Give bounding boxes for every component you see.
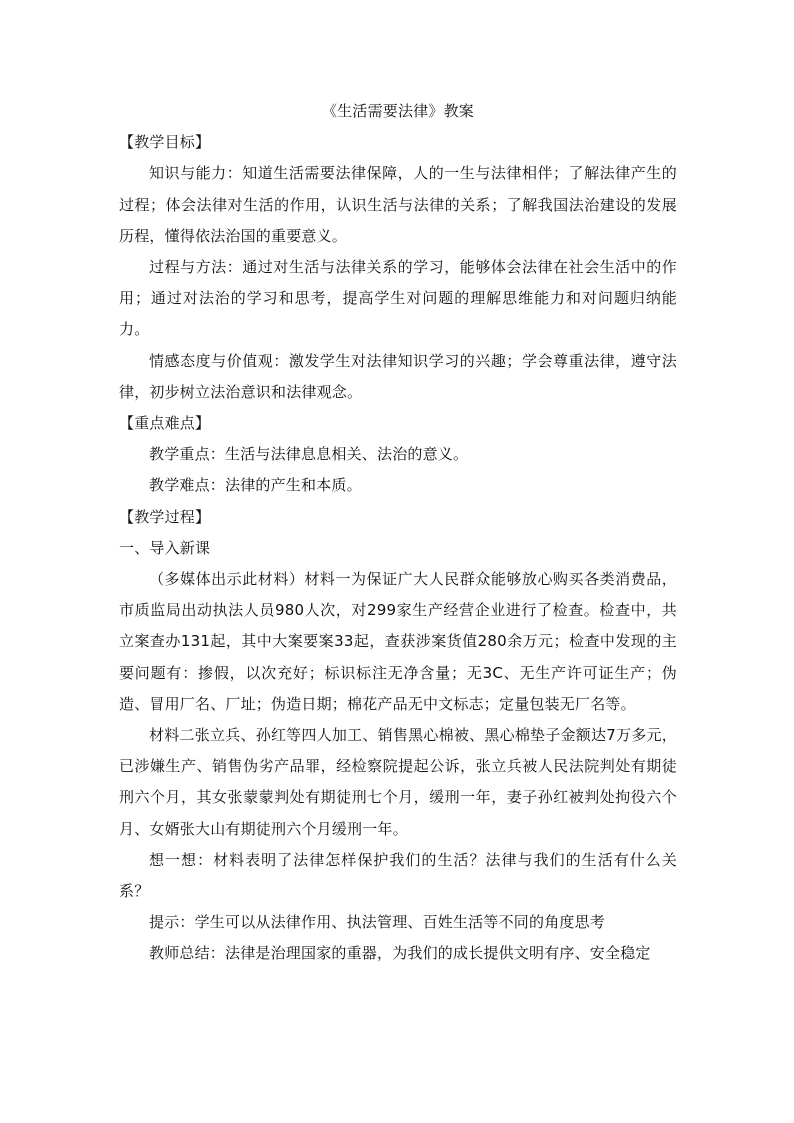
objectives-heading: 【教学目标】 — [119, 133, 211, 152]
key-points-heading: 【重点难点】 — [119, 414, 211, 433]
page-title: 《生活需要法律》教案 — [321, 102, 474, 120]
objective-attitude-values: 情感态度与价值观：激发学生对法律知识学习的兴趣；学会尊重法律，遵守法律，初步树立法治意识和法律观念。 — [119, 351, 677, 401]
objective-knowledge-ability: 知识与能力：知道生活需要法律保障，人的一生与法律相伴；了解法律产生的过程；体会法律对生活的作用，认识生活与法律的关系；了解我国法治建设的发展历程，懂得依法治国的重要意义。 — [119, 164, 677, 245]
hint-paragraph: 提示：学生可以从法律作用、执法管理、百姓生活等不同的角度思考 — [149, 913, 606, 932]
process-subheading: 一、导入新课 — [119, 538, 211, 557]
material-two-paragraph: 材料二张立兵、孙红等四人加工、销售黑心棉被、黑心棉垫子金额达7万多元，已涉嫌生产、销售伪劣产品罪，经检察院提起公诉，张立兵被人民法院判处有期徒刑六个月，其女张蒙蒙判处有期徒刑七个月，缓刑一年，妻子孙红被判处拘役六个月、女婿张大山有期徒刑六个月缓刑一年。 — [119, 726, 677, 838]
process-heading: 【教学过程】 — [119, 507, 211, 526]
think-question-paragraph: 想一想：材料表明了法律怎样保护我们的生活？法律与我们的生活有什么关系？ — [119, 850, 677, 901]
document-body — [119, 96, 677, 970]
teaching-key-point: 教学重点：生活与法律息息相关、法治的意义。 — [149, 445, 469, 464]
material-one-paragraph: （多媒体出示此材料）材料一为保证广大人民群众能够放心购买各类消费品，市质监局出动执法人员980人次，对299家生产经营企业进行了检查。检查中，共立案查办131起，其中大案要案33起，查获涉案货值280余万元；检查中发现的主要问题有：掺假，以次充好；标识标注无净含量；无3C、无生产许可证生产；伪造、冒用厂名、厂址；伪造日期；棉花产品无中文标志；定量包装无厂名等。 — [119, 570, 677, 713]
teaching-difficulty: 教学难点：法律的产生和本质。 — [149, 476, 362, 495]
objective-process-method: 过程与方法：通过对生活与法律关系的学习，能够体会法律在社会生活中的作用；通过对法治的学习和思考，提高学生对问题的理解思维能力和对问题归纳能力。 — [119, 258, 677, 339]
teacher-summary-paragraph: 教师总结：法律是治理国家的重器，为我们的成长提供文明有序、安全稳定 — [149, 944, 651, 963]
